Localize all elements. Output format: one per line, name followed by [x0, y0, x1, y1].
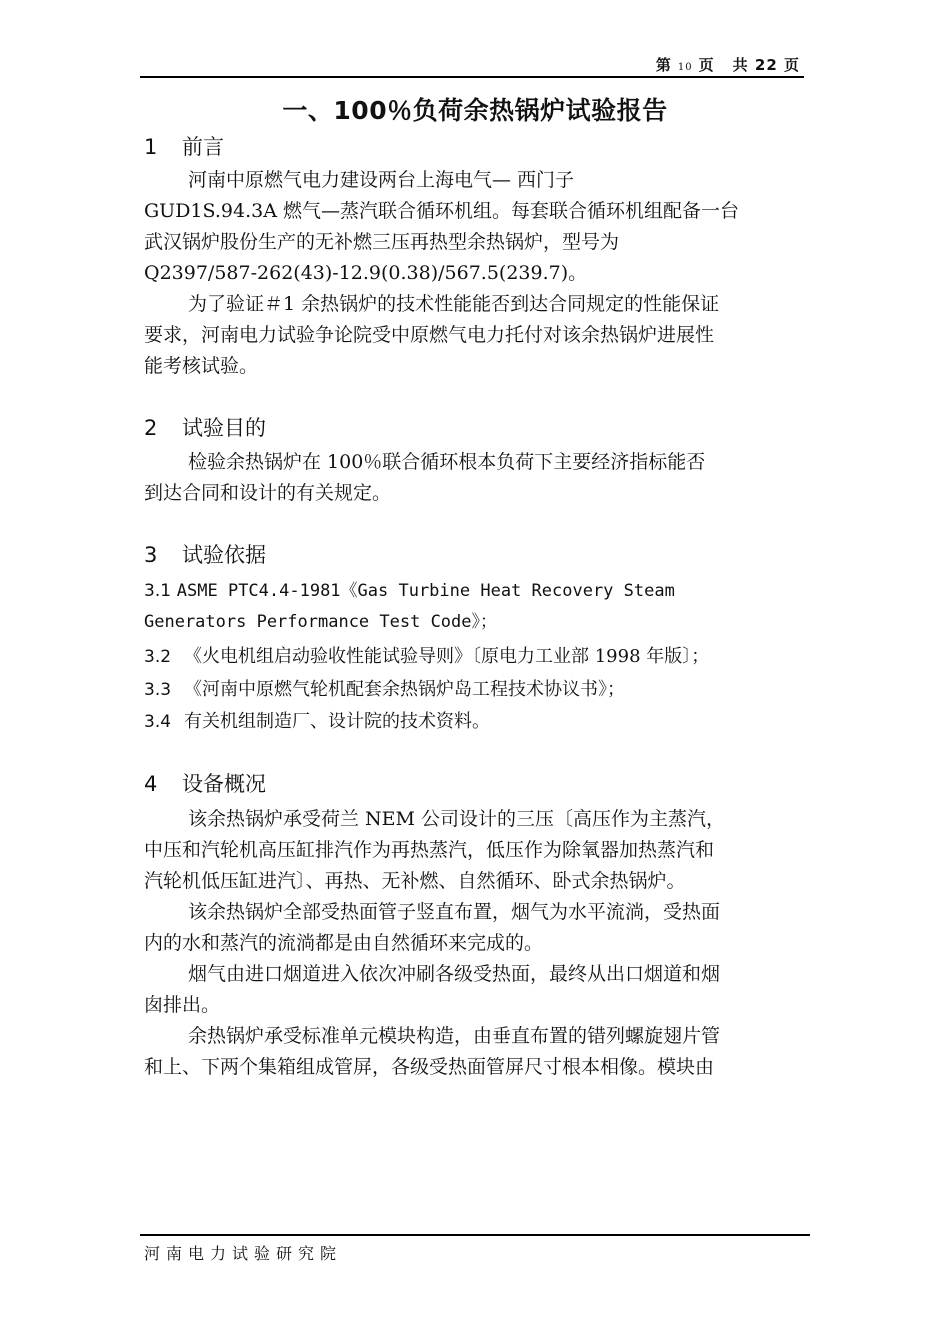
reference-text-continued: Generators Performance Test Code》；	[144, 612, 498, 632]
reference-number: 3.4	[144, 712, 172, 732]
section-4-paragraph-2	[144, 897, 720, 959]
text-line: 烟气由进口烟道进入依次冲刷各级受热面，最终从出口烟道和烟	[188, 963, 721, 985]
reference-3-3	[144, 675, 625, 701]
page-header	[140, 52, 804, 78]
text-line: 余热锅炉承受标准单元模块构造，由垂直布置的错列螺旋翅片管	[188, 1025, 721, 1047]
page-indicator	[656, 54, 800, 75]
reference-3-2	[144, 642, 709, 668]
section-4-paragraph-4	[144, 1021, 720, 1083]
reference-text: ASME PTC4.4-1981《Gas Turbine Heat Recovery Steam	[176, 581, 675, 601]
text-line: 到达合同和设计的有关规定。	[144, 482, 392, 504]
section-4-paragraph-3	[144, 959, 720, 1021]
text-line: 为了验证＃1 余热锅炉的技术性能能否到达合同规定的性能保证	[188, 293, 720, 315]
page-label-prefix: 第	[655, 56, 672, 74]
section-4-paragraph-1	[144, 804, 725, 897]
section-heading-1	[144, 131, 224, 161]
text-line: 该余热锅炉全部受热面管子竖直布置，烟气为水平流淌，受热面	[188, 901, 721, 923]
section-heading-2	[144, 412, 266, 442]
section-number: 3	[144, 543, 158, 567]
text-line: 中压和汽轮机高压缸排汽作为再热蒸汽，低压作为除氧器加热蒸汽和	[144, 839, 715, 861]
text-line: 检验余热锅炉在 100％联合循环根本负荷下主要经济指标能否	[188, 451, 706, 473]
section-title: 试验目的	[182, 416, 266, 440]
section-number: 4	[144, 772, 158, 796]
reference-text: 《火电机组启动验收性能试验导则》〔原电力工业部 1998 年版〕；	[184, 646, 710, 667]
total-pages: 共 22 页	[732, 56, 800, 74]
text-line: GUD1S.94.3A 燃气—蒸汽联合循环机组。每套联合循环机组配备一台	[144, 200, 739, 222]
section-heading-3	[144, 539, 266, 569]
text-line: 汽轮机低压缸进汽〕、再热、无补燃、自然循环、卧式余热锅炉。	[144, 870, 686, 892]
text-line: Q2397/587-262(43)-12.9(0.38)/567.5(239.7)。	[144, 262, 588, 284]
section-title: 试验依据	[182, 543, 266, 567]
footer-organization: 河南电力试验研究院	[144, 1244, 343, 1263]
reference-3-4	[144, 707, 490, 733]
text-line: 和上、下两个集箱组成管屏，各级受热面管屏尺寸根本相像。模块由	[144, 1056, 715, 1078]
reference-text: 有关机组制造厂、设计院的技术资料。	[184, 711, 490, 732]
text-line: 内的水和蒸汽的流淌都是由自然循环来完成的。	[144, 932, 544, 954]
section-heading-4	[144, 768, 266, 798]
text-line: 该余热锅炉承受荷兰 NEM 公司设计的三压〔高压作为主蒸汽，	[188, 808, 726, 830]
footer-divider	[140, 1234, 810, 1236]
current-page-number: 10	[677, 62, 693, 73]
section-number: 2	[144, 416, 158, 440]
text-line: 河南中原燃气电力建设两台上海电气— 西门子	[188, 169, 575, 191]
page-label-suffix: 页	[698, 56, 715, 74]
reference-number: 3.2	[144, 647, 172, 667]
text-line: 要求，河南电力试验争论院受中原燃气电力托付对该余热锅炉进展性	[144, 324, 715, 346]
section-1-paragraph-2	[144, 289, 719, 382]
reference-number: 3.3	[144, 680, 172, 700]
text-line: 武汉锅炉股份生产的无补燃三压再热型余热锅炉，型号为	[144, 231, 620, 253]
reference-3-1	[144, 575, 675, 638]
section-2-paragraph-1	[144, 447, 705, 509]
text-line: 囱排出。	[144, 994, 221, 1016]
reference-text: 《河南中原燃气轮机配套余热锅炉岛工程技术协议书》；	[184, 679, 625, 700]
section-number: 1	[144, 135, 158, 159]
text-line: 能考核试验。	[144, 355, 259, 377]
section-title: 设备概况	[182, 772, 266, 796]
section-1-paragraph-1	[144, 165, 739, 289]
reference-number: 3.1	[144, 581, 172, 601]
document-title: 一、100％负荷余热锅炉试验报告	[282, 96, 668, 125]
section-title: 前言	[182, 135, 224, 159]
